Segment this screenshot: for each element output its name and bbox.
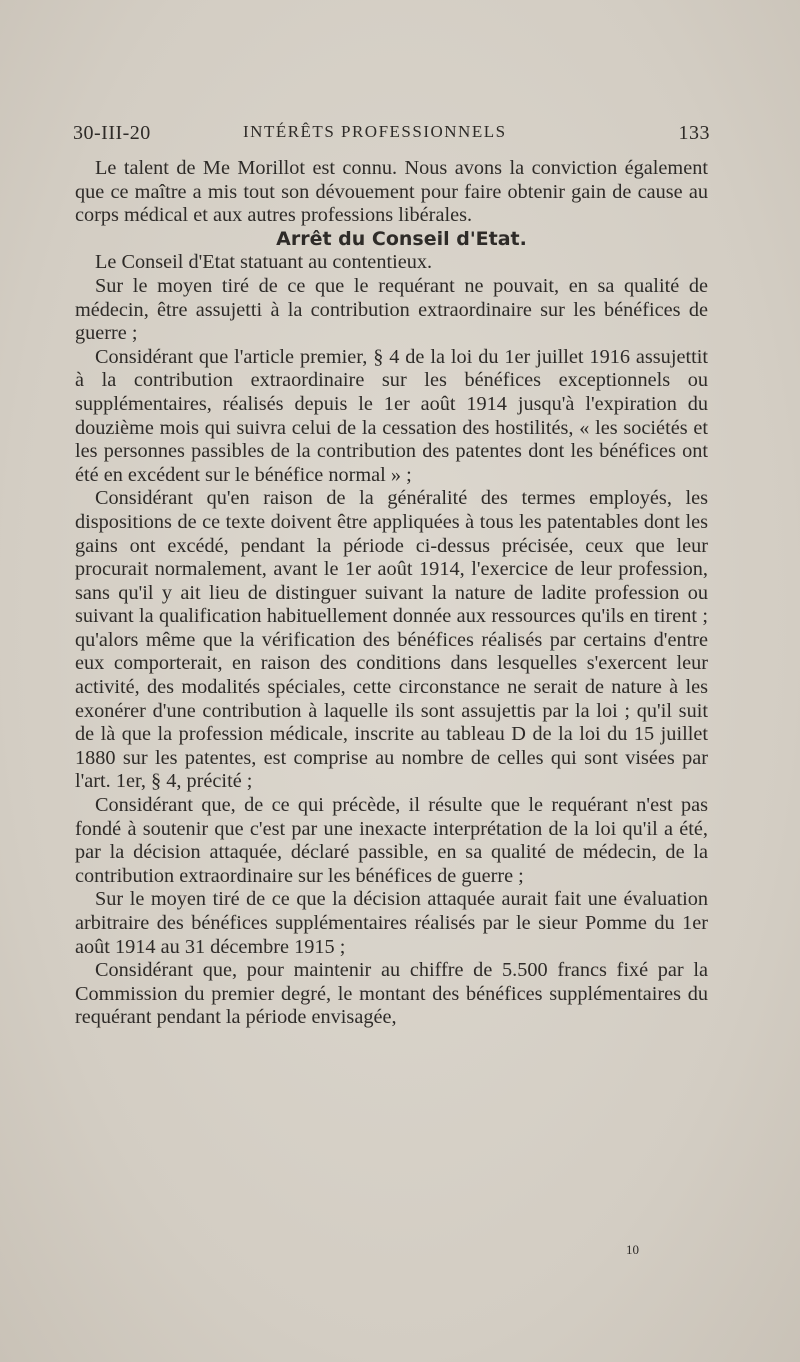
paragraph-3: Considérant que l'article premier, § 4 de la loi du 1er juillet 1916 assujettit à la contribution extraordinaire sur les bénéfices exceptionnels ou supplémentaires, réalisés depuis le 1er août 1914 jusqu'à l'expiration du douzième mois qui suivra celui de la cessation des hostilités, « les sociétés et les personnes passibles de la contribution des patentes dont les bénéfices ont été en excédent sur le bénéfice normal » ; bbox=[75, 345, 708, 486]
page-number: 133 bbox=[678, 122, 710, 144]
paragraph-1: Le Conseil d'Etat statuant au contentieux. bbox=[95, 251, 433, 274]
section-title: Arrêt du Conseil d'Etat. bbox=[276, 227, 527, 250]
header-title: INTÉRÊTS PROFESSIONNELS bbox=[243, 122, 507, 141]
paragraph-4: Considérant qu'en raison de la généralité des termes employés, les dispositions de ce texte doivent être appliquées à tous les patentables dont les gains ont excédé, pendant la période ci-dessus précisée, ceux que leur procurait normalement, avant le 1er août 1914, l'exercice de leur profession, sans qu'il y ait lieu de distinguer suivant la nature de ladite profession ou suivant la qualification habituellement donnée aux ressources qu'ils en tirent ; qu'alors même que la vérification des bénéfices réalisés par certains d'entre eux comporterait, en raison des conditions dans lesquelles s'exercent leur activité, des modalités spéciales, cette circonstance ne serait de nature à les exonérer d'une contribution à laquelle ils sont assujettis par la loi ; qu'il suit de là que la profession médicale, inscrite au tableau D de la loi du 15 juillet 1880 sur les patentes, est comprise au nombre de celles qui sont visées par l'art. 1er, § 4, précité ; bbox=[75, 487, 708, 793]
paragraph-2: Sur le moyen tiré de ce que le requérant ne pouvait, en sa qualité de médecin, être assujetti à la contribution extraordinaire sur les bénéfices de guerre ; bbox=[75, 274, 708, 345]
signature-mark: 10 bbox=[626, 1242, 639, 1257]
paragraph-6: Sur le moyen tiré de ce que la décision attaquée aurait fait une évaluation arbitraire des bénéfices supplémentaires réalisés par le sieur Pomme du 1er août 1914 au 31 décembre 1915 ; bbox=[75, 888, 708, 958]
header-date: 30-III-20 bbox=[73, 122, 151, 144]
running-header bbox=[73, 122, 710, 152]
intro-paragraph: Le talent de Me Morillot est connu. Nous avons la conviction également que ce maître a mis tout son dévouement pour faire obtenir gain de cause au corps médical et aux autres professions libérales. bbox=[75, 157, 708, 227]
paragraph-7: Considérant que, pour maintenir au chiffre de 5.500 francs fixé par la Commission du premier degré, le montant des bénéfices supplémentaires du requérant pendant la période envisagée, bbox=[75, 959, 708, 1029]
page-body bbox=[75, 157, 708, 1030]
paragraph-5: Considérant que, de ce qui précède, il résulte que le requérant n'est pas fondé à soutenir que c'est par une inexacte interprétation de la loi qu'il a été, par la décision attaquée, déclaré passible, en sa qualité de médecin, de la contribution extraordinaire sur les bénéfices de guerre ; bbox=[75, 794, 708, 887]
